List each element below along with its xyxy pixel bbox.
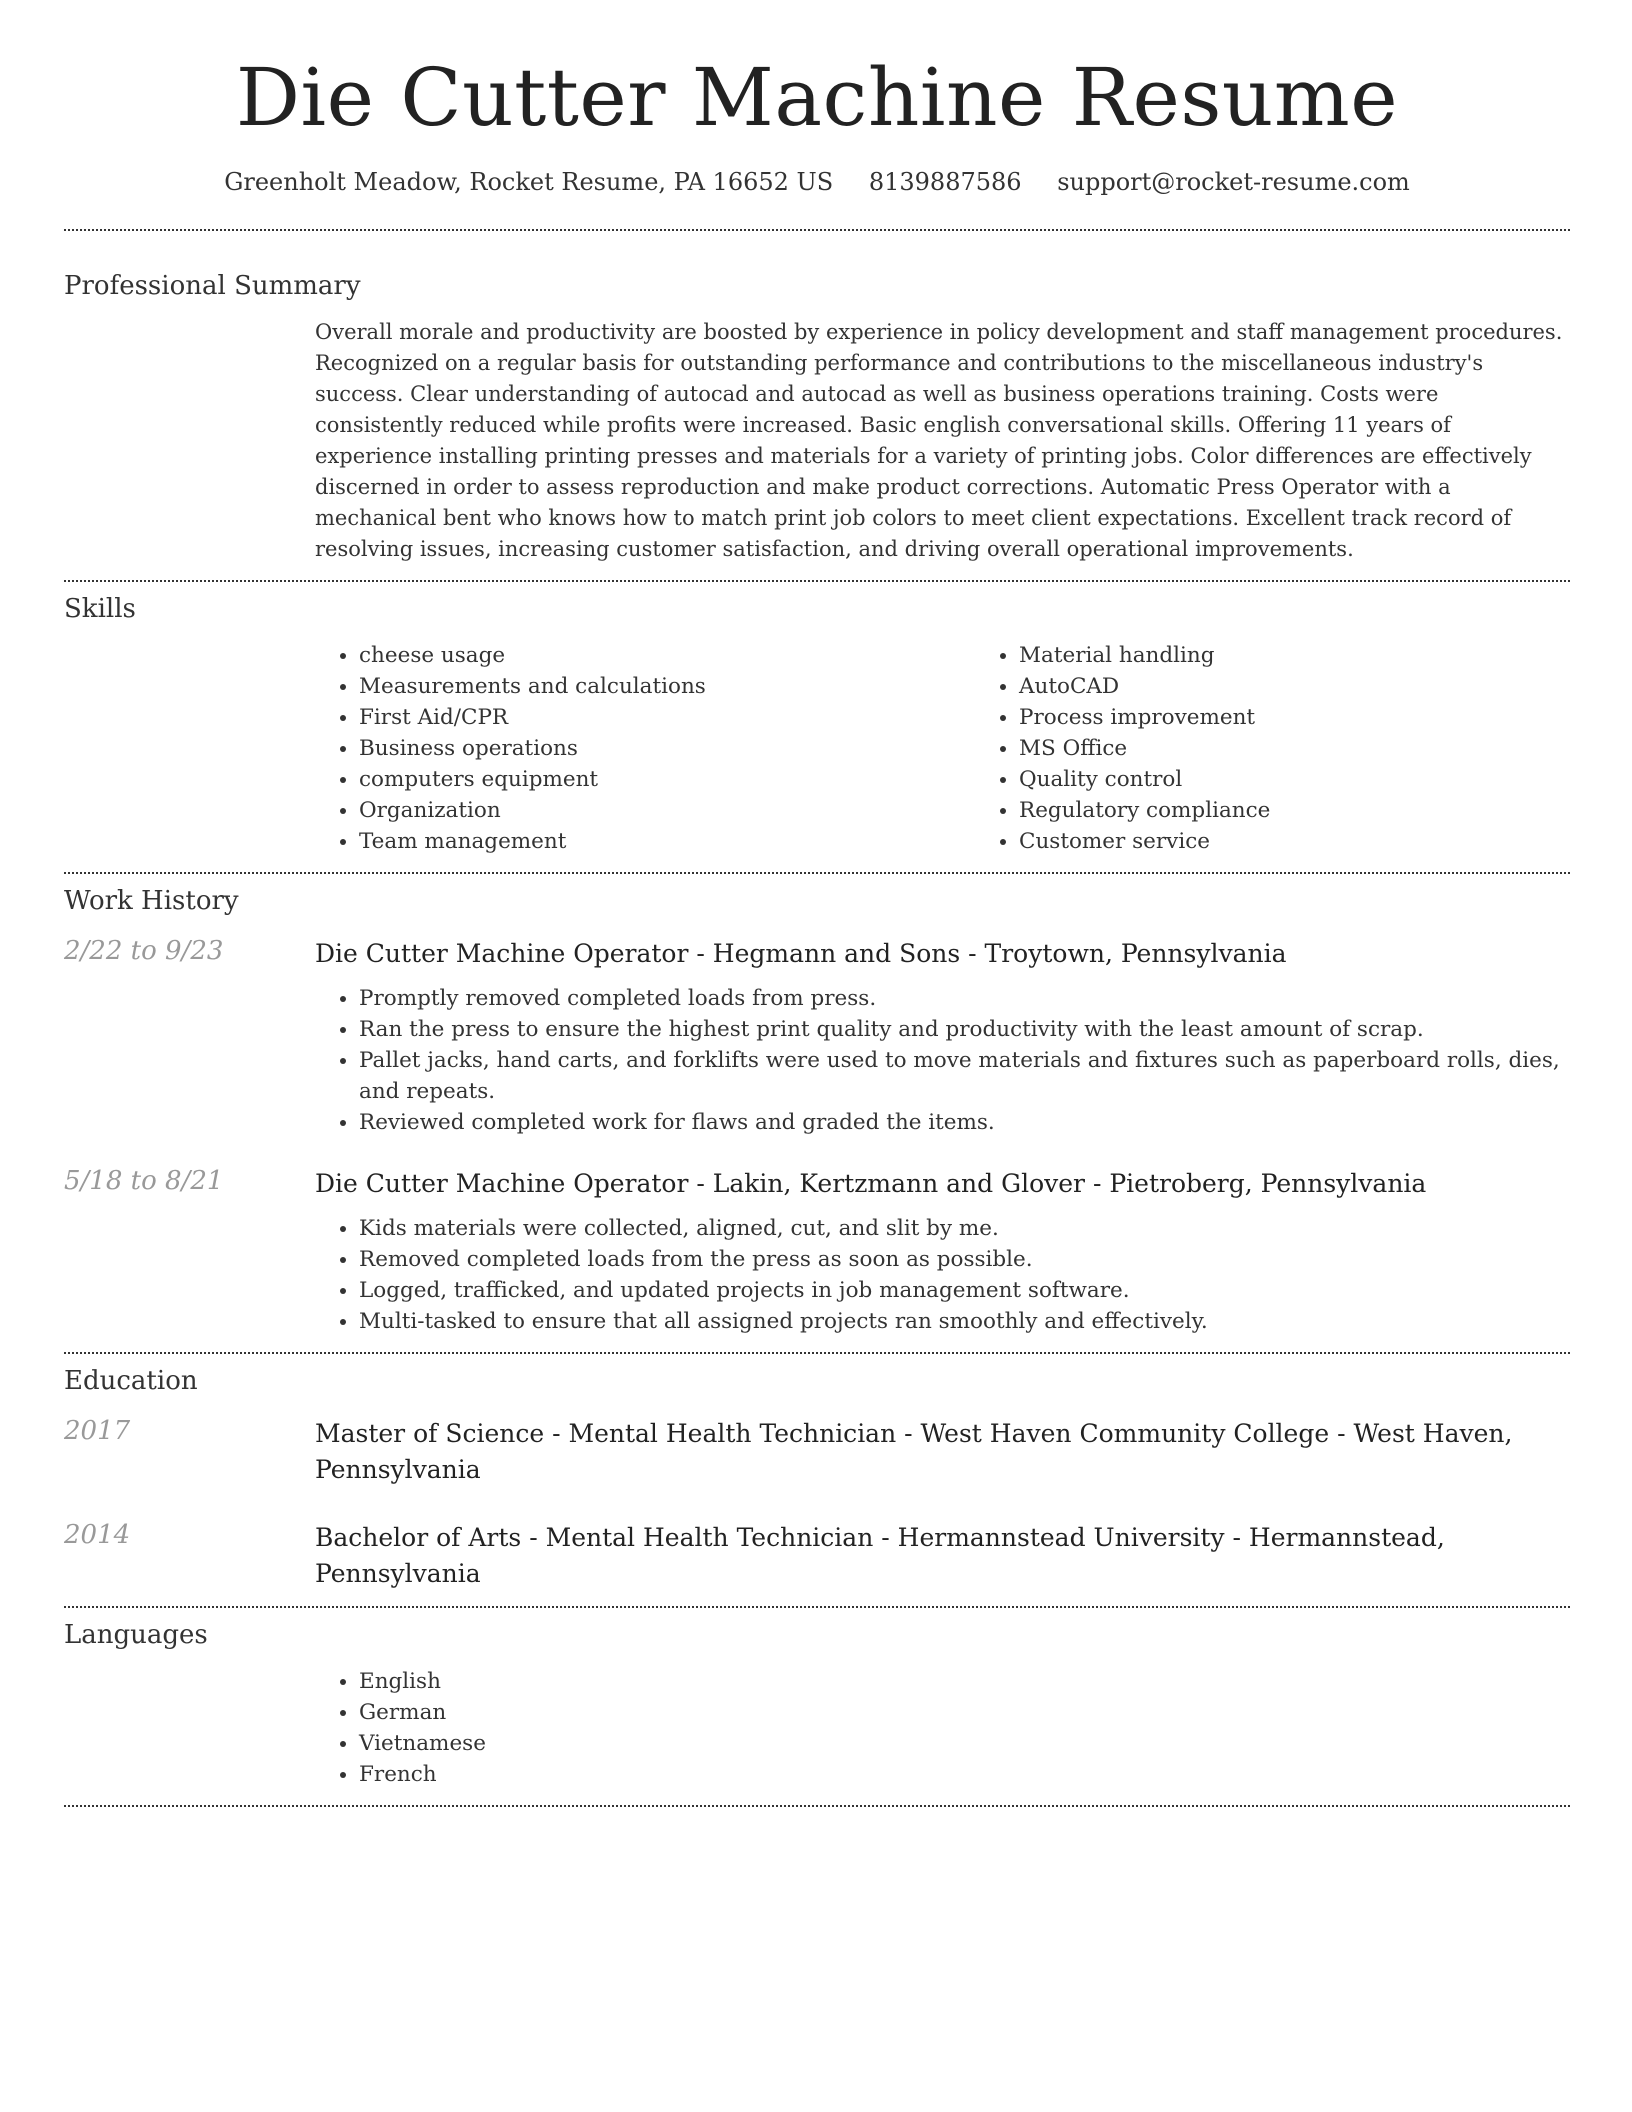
skills-list-right bbox=[975, 640, 1632, 857]
section-heading-education: Education bbox=[64, 1366, 198, 1396]
divider bbox=[64, 872, 1570, 874]
skill-item: • Business operations bbox=[359, 733, 975, 764]
section-heading-work: Work History bbox=[64, 886, 239, 916]
education-year: 2014 bbox=[64, 1520, 131, 1550]
skills-section bbox=[64, 594, 1570, 857]
skill-item: • Process improvement bbox=[1019, 702, 1632, 733]
skill-item: • computers equipment bbox=[359, 764, 975, 795]
language-item: • Vietnamese bbox=[359, 1728, 1570, 1759]
job-bullet: • Reviewed completed work for flaws and graded the items. bbox=[359, 1107, 1570, 1138]
education-section bbox=[64, 1366, 1570, 1592]
divider bbox=[64, 1352, 1570, 1354]
section-heading-summary: Professional Summary bbox=[64, 271, 361, 301]
skill-item: • Organization bbox=[359, 795, 975, 826]
divider bbox=[64, 1805, 1570, 1807]
job-title: Die Cutter Machine Operator - Lakin, Kertzmann and Glover - Pietroberg, Pennsylvania bbox=[315, 1169, 1427, 1198]
divider bbox=[64, 580, 1570, 582]
summary-section bbox=[64, 271, 1570, 565]
languages-list bbox=[315, 1666, 1570, 1790]
job-bullet: • Promptly removed completed loads from press. bbox=[359, 983, 1570, 1014]
education-entry bbox=[64, 1520, 1570, 1592]
job-bullet: • Kids materials were collected, aligned, cut, and slit by me. bbox=[359, 1213, 1570, 1244]
job-title: Die Cutter Machine Operator - Hegmann and Sons - Troytown, Pennsylvania bbox=[315, 939, 1287, 968]
skill-item: • MS Office bbox=[1019, 733, 1632, 764]
job-bullets bbox=[315, 983, 1570, 1138]
job-entry bbox=[64, 936, 1570, 1138]
job-bullet: • Removed completed loads from the press as soon as possible. bbox=[359, 1244, 1570, 1275]
resume-page bbox=[64, 0, 1570, 1807]
email: support@rocket-resume.com bbox=[1057, 168, 1410, 196]
language-item: • French bbox=[359, 1759, 1570, 1790]
language-item: • English bbox=[359, 1666, 1570, 1697]
skill-item: • Measurements and calculations bbox=[359, 671, 975, 702]
job-bullet: • Logged, trafficked, and updated projects in job management software. bbox=[359, 1275, 1570, 1306]
job-bullet: • Pallet jacks, hand carts, and forklifts were used to move materials and fixtures such as paperboard rolls, dies, and repeats. bbox=[359, 1045, 1570, 1107]
education-year: 2017 bbox=[64, 1416, 131, 1446]
skill-item: • Regulatory compliance bbox=[1019, 795, 1632, 826]
job-entry bbox=[64, 1166, 1570, 1337]
languages-section bbox=[64, 1620, 1570, 1790]
job-dates: 5/18 to 8/21 bbox=[64, 1166, 224, 1196]
divider bbox=[64, 229, 1570, 231]
skill-item: • First Aid/CPR bbox=[359, 702, 975, 733]
skill-item: • Quality control bbox=[1019, 764, 1632, 795]
job-bullet: • Multi-tasked to ensure that all assigned projects ran smoothly and effectively. bbox=[359, 1306, 1570, 1337]
skill-item: • cheese usage bbox=[359, 640, 975, 671]
address: Greenholt Meadow, Rocket Resume, PA 16652 US bbox=[224, 168, 834, 196]
skill-item: • Team management bbox=[359, 826, 975, 857]
skill-item: • Customer service bbox=[1019, 826, 1632, 857]
skills-list-left bbox=[315, 640, 975, 857]
section-heading-skills: Skills bbox=[64, 594, 136, 624]
job-dates: 2/22 to 9/23 bbox=[64, 936, 224, 966]
job-bullets bbox=[315, 1213, 1570, 1337]
education-title: Bachelor of Arts - Mental Health Technician - Hermannstead University - Hermannstead, Pennsylvania bbox=[315, 1523, 1445, 1588]
phone: 8139887586 bbox=[868, 168, 1022, 196]
work-history-section bbox=[64, 886, 1570, 1337]
section-heading-languages: Languages bbox=[64, 1620, 208, 1650]
skill-item: • AutoCAD bbox=[1019, 671, 1632, 702]
job-bullet: • Ran the press to ensure the highest print quality and productivity with the least amount of scrap. bbox=[359, 1014, 1570, 1045]
summary-text: Overall morale and productivity are boosted by experience in policy development and staff management procedures. Recognized on a regular basis for outstanding performance and contributions to the miscellaneous industry's success. Clear understanding of autocad and autocad as well as business operations training. Costs were consistently reduced while profits were increased. Basic english conversational skills. Offering 11 years of experience installing printing presses and materials for a variety of printing jobs. Color differences are effectively discerned in order to assess reproduction and make product corrections. Automatic Press Operator with a mechanical bent who knows how to match print job colors to meet client expectations. Excellent track record of resolving issues, increasing customer satisfaction, and driving overall operational improvements. bbox=[315, 320, 1563, 561]
skill-item: • Material handling bbox=[1019, 640, 1632, 671]
divider bbox=[64, 1606, 1570, 1608]
resume-title: Die Cutter Machine Resume bbox=[235, 51, 1399, 144]
language-item: • German bbox=[359, 1697, 1570, 1728]
education-entry bbox=[64, 1416, 1570, 1488]
education-title: Master of Science - Mental Health Technician - West Haven Community College - West Haven, Pennsylvania bbox=[315, 1419, 1513, 1484]
contact-line bbox=[64, 168, 1570, 196]
